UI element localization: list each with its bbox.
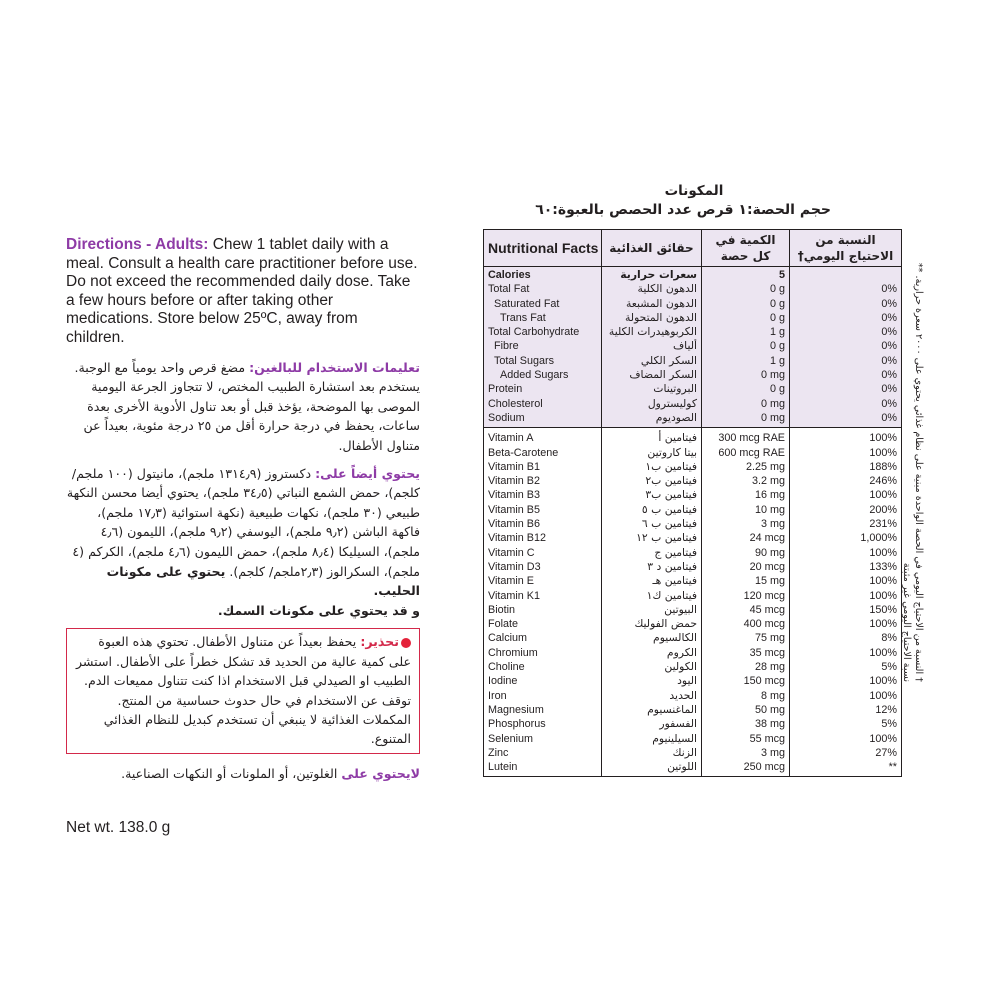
nutrient-name-ar: البروتينات: [602, 382, 702, 396]
nutrient-name: Iodine: [484, 674, 602, 688]
nutrient-daily-value: **: [888, 761, 897, 774]
table-row: [484, 354, 902, 368]
nutrient-name: Vitamin A: [484, 428, 602, 446]
nutrient-name-ar: فيتامين ب ١٢: [602, 531, 702, 545]
nutrient-name: Selenium: [484, 732, 602, 746]
nutrient-amount: 90 mg: [702, 546, 790, 560]
table-header-row: [484, 230, 902, 267]
nutrient-name-ar: الكربوهيدرات الكلية: [602, 325, 702, 339]
table-row: [484, 689, 902, 703]
micronutrients-section: [484, 428, 902, 777]
nutrient-amount: 10 mg: [702, 503, 790, 517]
nutrient-name-ar: فيتامين ب٢: [602, 474, 702, 488]
nutrient-daily-value: 188%: [869, 460, 897, 473]
nutrient-name: Total Carbohydrate: [484, 325, 602, 339]
macronutrients-section: [484, 267, 902, 428]
nutrient-amount: 400 mcg: [702, 617, 790, 631]
nutrient-daily-value: 5%: [881, 661, 897, 674]
nutrient-amount: 0 g: [702, 339, 790, 353]
table-row: [484, 488, 902, 502]
table-row: [484, 674, 902, 688]
nutrient-name: Vitamin B2: [484, 474, 602, 488]
warning-text: يحفظ بعيداً عن متناول الأطفال. تحتوي هذه العبوة على كمية عالية من الحديد قد تشكل خطراً على الأطفال. استشر الطبيب او الصيدلي قبل الاستخدام اذا كنت تتناول مميعات الدم. توقف عن الاستخدام في حال حدوث حساسية من المنتج. المكملات الغذائية لا ينبغي أن تستخدم كبديل للنظام الغذائي المتنوع.: [75, 634, 411, 747]
table-row: [484, 474, 902, 488]
warning-label: تحذير:: [360, 634, 399, 650]
nutrient-name-ar: الحديد: [602, 689, 702, 703]
nutrient-name: Added Sugars: [484, 368, 602, 382]
nutrient-name: Total Sugars: [484, 354, 602, 368]
nutrient-name: Vitamin D3: [484, 560, 602, 574]
nutrient-name-ar: الكروم: [602, 646, 702, 660]
nutrient-daily-value: 100%: [869, 546, 897, 559]
nutrient-name-ar: الفسفور: [602, 717, 702, 731]
nutrient-amount: 3 mg: [702, 746, 790, 760]
nutrient-daily-value: 0%: [881, 311, 897, 324]
nutrient-name-ar: فيتامين هـ: [602, 574, 702, 588]
nutrient-daily-value: 1,000%: [860, 532, 897, 545]
nutrient-daily-value: 8%: [881, 632, 897, 645]
nutrient-amount: 250 mcg: [702, 760, 790, 777]
header-arabic-facts: حقائق الغذائية: [602, 230, 702, 267]
nutrient-daily-value: 27%: [875, 746, 897, 759]
nutrient-name-ar: الدهون المتحولة: [602, 311, 702, 325]
nutrient-name-ar: فيتامين ب ٦: [602, 517, 702, 531]
nutrient-name: Vitamin B1: [484, 460, 602, 474]
nutrient-amount: 150 mcg: [702, 674, 790, 688]
table-row: [484, 368, 902, 382]
nutrient-daily-value: 100%: [869, 675, 897, 688]
nutrient-amount: 0 mg: [702, 397, 790, 411]
nutrient-daily-value: 0%: [881, 397, 897, 410]
nutrient-name-ar: حمض الفوليك: [602, 617, 702, 631]
warning-dot-icon: [401, 638, 411, 648]
directions-ar-heading: تعليمات الاستخدام للبالغين:: [249, 359, 420, 375]
table-row: [484, 382, 902, 396]
nutrient-name: Trans Fat: [484, 311, 602, 325]
nutrient-amount: 0 mg: [702, 411, 790, 428]
table-row: [484, 397, 902, 411]
nutrient-name: Cholesterol: [484, 397, 602, 411]
nutrient-amount: 16 mg: [702, 488, 790, 502]
table-row: [484, 428, 902, 446]
table-row: [484, 760, 902, 777]
nutrient-amount: 3.2 mg: [702, 474, 790, 488]
table-row: [484, 267, 902, 283]
nutrient-amount: 15 mg: [702, 574, 790, 588]
nutrient-name: Beta-Carotene: [484, 446, 602, 460]
nutrient-name: Vitamin C: [484, 546, 602, 560]
nutrient-name: Calcium: [484, 631, 602, 645]
nutrient-name: Magnesium: [484, 703, 602, 717]
nutrient-name-ar: السيلينيوم: [602, 732, 702, 746]
nutrient-name-ar: فيتامين ج: [602, 546, 702, 560]
nutrient-name: Vitamin B5: [484, 503, 602, 517]
other-ingredients-heading: يحتوي أيضاً على:: [315, 465, 420, 481]
table-row: [484, 560, 902, 574]
nutrient-daily-value: 100%: [869, 432, 897, 445]
nutrient-name-ar: الصوديوم: [602, 411, 702, 428]
nutrient-amount: 45 mcg: [702, 603, 790, 617]
nutrient-daily-value: 0%: [881, 326, 897, 339]
nutrient-name: Vitamin B6: [484, 517, 602, 531]
nutrient-daily-value: [790, 267, 902, 283]
nutrient-name: Saturated Fat: [484, 297, 602, 311]
nutrient-daily-value: 150%: [869, 603, 897, 616]
table-row: [484, 546, 902, 560]
header-amount-per-serving: الكمية في كل حصة: [702, 230, 790, 267]
nutrient-daily-value: 100%: [869, 689, 897, 702]
contains-milk-text: يحتوي على مكونات الحليب.: [106, 563, 420, 599]
nutrient-name-ar: ألياف: [602, 339, 702, 353]
table-row: [484, 517, 902, 531]
nutrient-name: Vitamin E: [484, 574, 602, 588]
nutrient-daily-value: 0%: [881, 297, 897, 310]
nutrient-name: Zinc: [484, 746, 602, 760]
nutrient-name: Protein: [484, 382, 602, 396]
table-row: [484, 531, 902, 545]
nutrient-daily-value: 12%: [875, 703, 897, 716]
nutrient-name-ar: الدهون المشبعة: [602, 297, 702, 311]
nutrition-facts-table: [483, 229, 902, 777]
nutrient-daily-value: 100%: [869, 646, 897, 659]
nutrient-daily-value: 100%: [869, 618, 897, 631]
table-row: [484, 717, 902, 731]
nutrient-name-ar: اللوتين: [602, 760, 702, 777]
table-row: [484, 732, 902, 746]
nutrient-daily-value: 0%: [881, 283, 897, 296]
nutrient-daily-value: 0%: [881, 354, 897, 367]
table-row: [484, 311, 902, 325]
nutrient-name: Biotin: [484, 603, 602, 617]
nutrient-amount: 8 mg: [702, 689, 790, 703]
nutrient-amount: 38 mg: [702, 717, 790, 731]
header-nutritional-facts: Nutritional Facts: [484, 230, 602, 267]
nutrient-daily-value: 200%: [869, 503, 897, 516]
nutrient-name: Choline: [484, 660, 602, 674]
table-row: [484, 646, 902, 660]
nutrient-amount: 24 mcg: [702, 531, 790, 545]
nutrient-amount: 0 g: [702, 282, 790, 296]
nutrient-daily-value: 100%: [869, 589, 897, 602]
nutrient-amount: 1 g: [702, 354, 790, 368]
nutrient-name-ar: فيتامين ب ٥: [602, 503, 702, 517]
nutrient-name-ar: الزنك: [602, 746, 702, 760]
table-row: [484, 617, 902, 631]
nutrient-name-ar: الكولين: [602, 660, 702, 674]
nutrient-amount: 0 g: [702, 382, 790, 396]
table-row: [484, 660, 902, 674]
warning-box: [66, 628, 420, 753]
nutrient-name: Vitamin B12: [484, 531, 602, 545]
nutrient-amount: 5: [702, 267, 790, 283]
left-column: [66, 236, 420, 837]
table-row: [484, 339, 902, 353]
nutrient-amount: 1 g: [702, 325, 790, 339]
table-row: [484, 631, 902, 645]
nutrient-name: Calories: [484, 267, 602, 283]
gluten-free-heading: لايحتوي على: [341, 765, 420, 781]
nutrient-name: Folate: [484, 617, 602, 631]
nutrient-name-ar: السكر المضاف: [602, 368, 702, 382]
nutrient-name-ar: كوليسترول: [602, 397, 702, 411]
nutrient-name: Vitamin B3: [484, 488, 602, 502]
nutrient-amount: 2.25 mg: [702, 460, 790, 474]
nutrient-amount: 35 mcg: [702, 646, 790, 660]
nutrient-name-ar: فيتامين ك١: [602, 589, 702, 603]
nutrient-name-ar: فيتامين ب٣: [602, 488, 702, 502]
table-row: [484, 325, 902, 339]
nutrition-panel: [483, 181, 903, 777]
nutrient-daily-value: 0%: [881, 340, 897, 353]
nutrient-daily-value: 100%: [869, 732, 897, 745]
nutrient-name: Iron: [484, 689, 602, 703]
nutrient-amount: 0 g: [702, 311, 790, 325]
directions-text: Chew 1 tablet daily with a meal. Consult a health care practitioner before use. Do not exceed the recommended daily dose. Take a few hours before or after taking other medications. Store below 25ºC, away from children.: [66, 236, 418, 346]
nutrient-daily-value: 0%: [881, 369, 897, 382]
other-ingredients-ar: [66, 464, 420, 621]
table-row: [484, 297, 902, 311]
table-row: [484, 411, 902, 428]
daily-value-footnote: [901, 262, 938, 682]
table-row: [484, 703, 902, 717]
warning-text-block: [73, 632, 411, 748]
nutrient-name-ar: الماغنسيوم: [602, 703, 702, 717]
directions-heading: Directions - Adults:: [66, 236, 209, 253]
nutrient-name-ar: فيتامين ب١: [602, 460, 702, 474]
nutrient-daily-value: 100%: [869, 575, 897, 588]
nutrient-amount: 0 mg: [702, 368, 790, 382]
nutrient-daily-value: 100%: [869, 446, 897, 459]
nutrient-daily-value: 0%: [881, 383, 897, 396]
may-contain-fish-text: و قد يحتوي على مكونات السمك.: [217, 602, 420, 618]
nutrient-name: Sodium: [484, 411, 602, 428]
directions-ar-text: مضغ قرص واحد يومياً مع الوجبة. يستخدم بعد استشارة الطبيب المختص، لا تتجاوز الجرعة اليومية الموصى بها الموضحة، يؤخذ قبل أو بعد تناول الأدوية الأخرى بعدة ساعات، يحفظ في درجة حرارة أقل من ٢٥ درجة مئوية، بعيداً عن متناول الأطفال.: [74, 359, 420, 453]
nutrient-name: Total Fat: [484, 282, 602, 296]
net-weight: Net wt. 138.0 g: [66, 819, 171, 837]
nutrient-daily-value: 231%: [869, 518, 897, 531]
nutrient-amount: 20 mcg: [702, 560, 790, 574]
nutrient-name-ar: فيتامين د ٣: [602, 560, 702, 574]
nutrient-daily-value: 0%: [790, 411, 902, 428]
table-row: [484, 503, 902, 517]
table-row: [484, 282, 902, 296]
nutrient-name-ar: فيتامين أ: [602, 428, 702, 446]
nutrient-daily-value: 100%: [869, 489, 897, 502]
table-row: [484, 746, 902, 760]
nutrient-amount: 120 mcg: [702, 589, 790, 603]
table-row: [484, 589, 902, 603]
directions-ar: [66, 358, 420, 456]
header-daily-value: النسبة من الاحتياج اليومي†: [790, 230, 902, 267]
nutrient-daily-value: 133%: [869, 560, 897, 573]
nutrient-amount: 600 mcg RAE: [702, 446, 790, 460]
nutrient-name-ar: اليود: [602, 674, 702, 688]
nutrient-name-ar: البيوتين: [602, 603, 702, 617]
nutrient-name: Chromium: [484, 646, 602, 660]
nutrient-name: Fibre: [484, 339, 602, 353]
footnote-text: † النسبة من الاحتياج اليومي في الحصة الواحدة مبنية على نظام غذائي يحتوي على ٢٠٠٠ سعرة حرارية. ** نسبة الاحتياج اليومي غير مثبتة: [901, 262, 924, 682]
nutrient-amount: 300 mcg RAE: [702, 428, 790, 446]
table-row: [484, 574, 902, 588]
nutrient-name: Vitamin K1: [484, 589, 602, 603]
nutrient-amount: 55 mcg: [702, 732, 790, 746]
nutrient-daily-value: 246%: [869, 475, 897, 488]
nutrient-amount: 3 mg: [702, 517, 790, 531]
nutrient-name-ar: سعرات حرارية: [602, 267, 702, 283]
table-row: [484, 460, 902, 474]
serving-info: حجم الحصة:١ قرص عدد الحصص بالعبوة:٦٠: [535, 202, 831, 218]
directions-en: [66, 236, 420, 348]
nutrient-name-ar: بيتا كاروتين: [602, 446, 702, 460]
other-ingredients-text: دكستروز (١٣١٤٫٩ ملجم)، مانيتول (١٠٠ ملجم/كلجم)، حمض الشمع النباتي (٣٤٫٥ ملجم)، يحتوي أيضا محسن النكهة طبيعي (٣٠ ملجم)، نكهات طبيعية (نكهة استوائية (١٧٫٣ ملجم)، فاكهة الباشن (٩٫٢ ملجم)، اليوسفي (٩٫٢ ملجم)، الليمون (٤٫٦ ملجم)، السيليكا (٨٫٤ ملجم)، حمض الليمون (٤٫٦ ملجم)، الكركم (٤ ملجم)، السكرالوز (٢٫٣ملجم/ كلجم).: [66, 465, 420, 579]
gluten-free-text: الغلوتين، أو الملونات أو النكهات الصناعية.: [121, 765, 342, 781]
table-row: [484, 603, 902, 617]
nutrient-amount: 50 mg: [702, 703, 790, 717]
nutrient-name: Phosphorus: [484, 717, 602, 731]
nutrient-amount: 28 mg: [702, 660, 790, 674]
nutrient-name-ar: السكر الكلي: [602, 354, 702, 368]
ingredients-title: المكونات: [664, 183, 724, 199]
nutrient-name-ar: الدهون الكلية: [602, 282, 702, 296]
gluten-free-statement: [66, 764, 420, 784]
nutrient-daily-value: 5%: [881, 718, 897, 731]
nutrient-amount: 0 g: [702, 297, 790, 311]
nutrient-name: Lutein: [484, 760, 602, 777]
nutrient-name-ar: الكالسيوم: [602, 631, 702, 645]
table-row: [484, 446, 902, 460]
nutrient-amount: 75 mg: [702, 631, 790, 645]
